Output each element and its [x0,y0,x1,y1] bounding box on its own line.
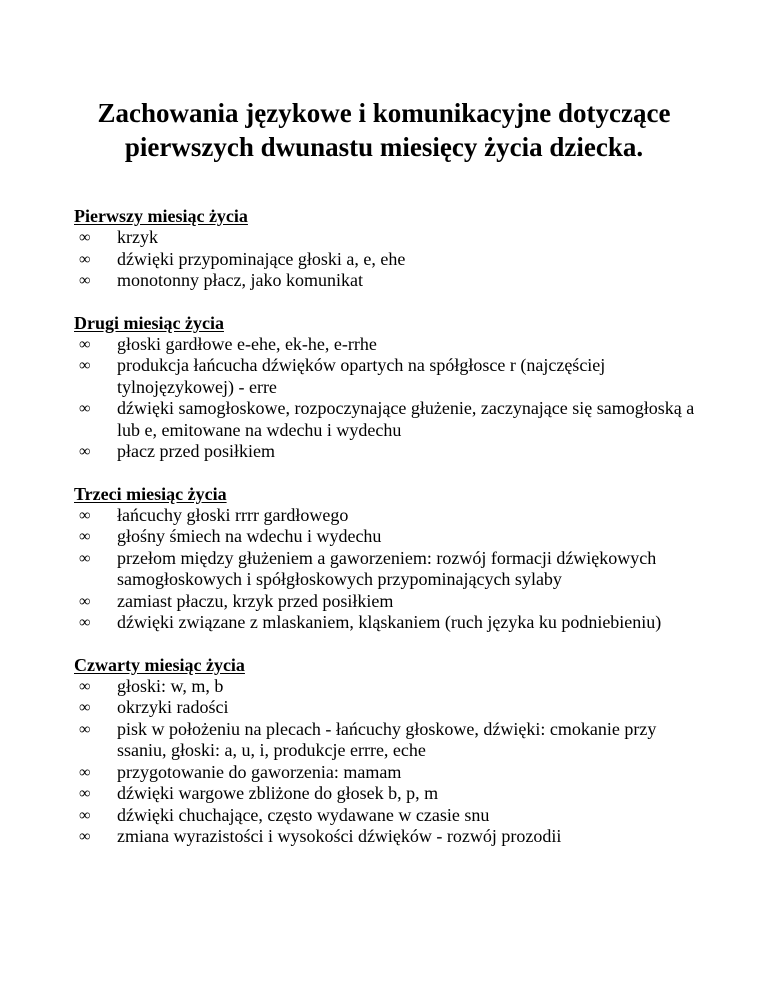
list-item-text: dźwięki związane z mlaskaniem, kląskaniem (ruch języka ku podniebieniu) [117,612,662,632]
infinity-bullet-icon: ∞ [79,785,91,802]
list-item [74,805,708,827]
list-item [74,548,708,591]
list-item [74,591,708,613]
infinity-bullet-icon: ∞ [79,528,91,545]
infinity-bullet-icon: ∞ [79,443,91,460]
list-item [74,505,708,527]
section-fourth-month [74,655,708,848]
infinity-bullet-icon: ∞ [79,335,91,353]
infinity-bullet-icon: ∞ [79,720,91,738]
list-item [74,249,708,271]
item-list [74,505,708,634]
list-item-text: okrzyki radości [117,697,229,717]
list-item-text: zamiast płaczu, krzyk przed posiłkiem [117,590,394,611]
list-item [74,334,708,356]
infinity-bullet-icon: ∞ [79,592,91,610]
item-list [74,227,708,292]
infinity-bullet-icon: ∞ [79,549,91,567]
list-item-text: pisk w położeniu na plecach - łańcuchy głoskowe, dźwięki: cmokanie przy ssaniu, głoski: a, u, i, produkcje errre, eche [117,718,657,760]
title-line-1: Zachowania językowe i komunikacyjne dotyczące [97,98,671,128]
list-item-text: dźwięki wargowe zbliżone do głosek b, p, m [117,783,439,803]
section-heading: Pierwszy miesiąc życia [74,206,248,226]
section-heading: Trzeci miesiąc życia [74,483,227,504]
list-item [74,826,708,848]
section-heading: Drugi miesiąc życia [74,312,224,333]
list-item [74,697,708,719]
list-item-text: dźwięki samogłoskowe, rozpoczynające głużenie, zaczynające się samogłoską a lub e, emitowane na wdechu i wydechu [117,398,695,440]
list-item [74,441,708,463]
list-item-text: przełom między głużeniem a gaworzeniem: rozwój formacji dźwiękowych samogłoskowych i spółgłoskowych przypominających sylaby [117,547,657,589]
list-item-text: dźwięki przypominające głoski a, e, ehe [117,248,406,269]
infinity-bullet-icon: ∞ [79,806,91,824]
list-item-text: krzyk [117,227,158,247]
list-item-text: głoski: w, m, b [117,675,224,696]
infinity-bullet-icon: ∞ [79,677,91,695]
list-item [74,355,708,398]
item-list [74,334,708,463]
section-third-month [74,484,708,634]
list-item [74,227,708,249]
infinity-bullet-icon: ∞ [79,400,91,417]
infinity-bullet-icon: ∞ [79,699,91,716]
list-item-text: łańcuchy głoski rrrr gardłowego [117,504,349,525]
list-item [74,676,708,698]
infinity-bullet-icon: ∞ [79,229,91,246]
section-heading: Czwarty miesiąc życia [74,654,245,675]
list-item-text: głośny śmiech na wdechu i wydechu [117,526,382,546]
list-item [74,783,708,805]
list-item-text: płacz przed posiłkiem [117,441,275,461]
infinity-bullet-icon: ∞ [79,506,91,524]
list-item-text: produkcja łańcucha dźwięków opartych na spółgłosce r (najczęściej tylnojęzykowej) - erre [117,355,606,397]
list-item-text: monotonny płacz, jako komunikat [117,270,363,290]
list-item [74,612,708,634]
infinity-bullet-icon: ∞ [79,250,91,268]
infinity-bullet-icon: ∞ [79,828,91,845]
infinity-bullet-icon: ∞ [79,614,91,631]
list-item-text: zmiana wyrazistości i wysokości dźwięków - rozwój prozodii [117,826,562,846]
list-item [74,270,708,292]
item-list [74,676,708,848]
list-item [74,719,708,762]
list-item-text: dźwięki chuchające, często wydawane w czasie snu [117,804,490,825]
list-item [74,398,708,441]
section-second-month [74,313,708,463]
section-first-month [74,206,708,292]
page-title [60,96,708,164]
infinity-bullet-icon: ∞ [79,272,91,289]
list-item [74,526,708,548]
list-item-text: głoski gardłowe e-ehe, ek-he, e-rrhe [117,333,377,354]
list-item [74,762,708,784]
infinity-bullet-icon: ∞ [79,763,91,781]
title-line-2: pierwszych dwunastu miesięcy życia dziecka. [124,132,644,162]
list-item-text: przygotowanie do gaworzenia: mamam [117,761,402,782]
infinity-bullet-icon: ∞ [79,357,91,374]
